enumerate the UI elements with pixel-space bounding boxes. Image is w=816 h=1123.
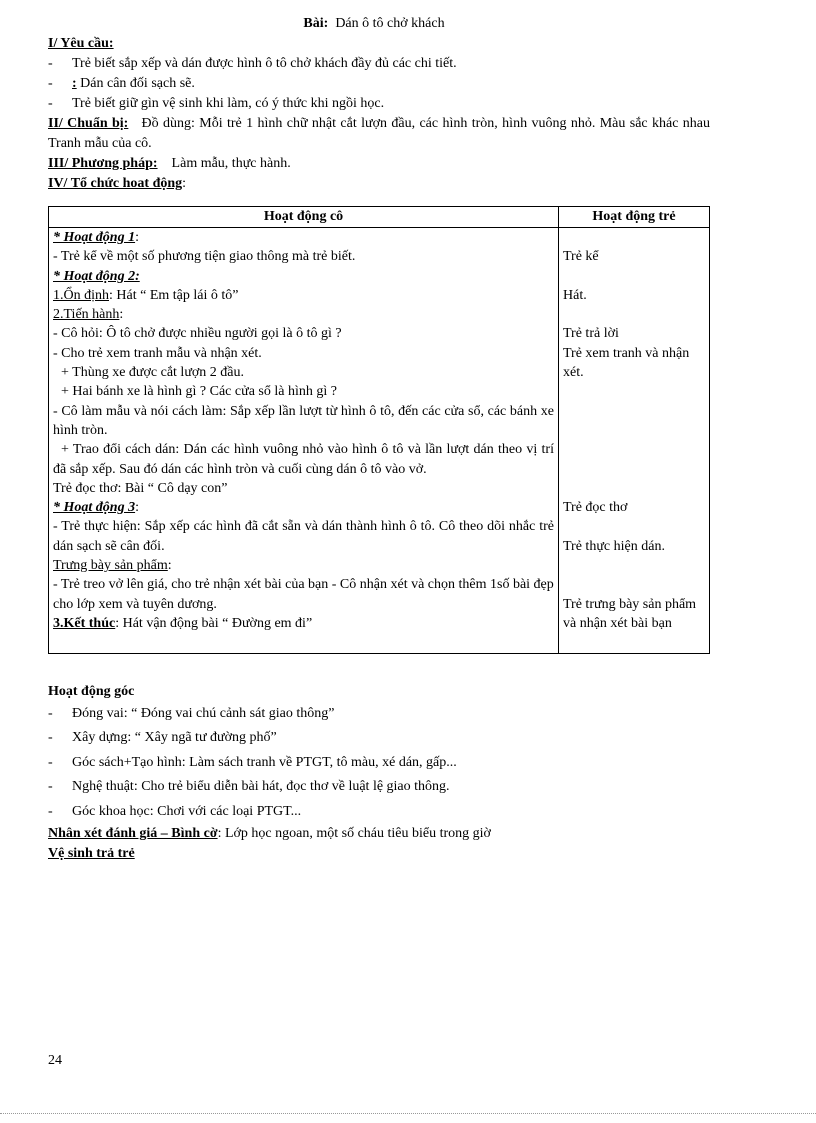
activity-line: - Cô làm mẫu và nói cách làm: Sắp xếp lần lượt từ hình ô tô, đến các cửa sổ, các bánh xe hình tròn. bbox=[53, 403, 554, 438]
requirement-item: - : Dán cân đối sạch sẽ. bbox=[48, 76, 195, 91]
title-label: Bài: bbox=[303, 16, 329, 31]
child-line: Trẻ kể bbox=[563, 249, 599, 265]
corner-activities-heading: Hoạt động góc bbox=[48, 683, 135, 699]
section4-heading: IV/ Tổ chức hoat động: bbox=[48, 176, 187, 191]
corner-item: - Xây dựng: “ Xây ngã tư đường phố” bbox=[48, 730, 277, 746]
activity-table bbox=[48, 206, 710, 654]
column-header-teacher: Hoạt động cô bbox=[49, 207, 559, 228]
document-page bbox=[48, 14, 710, 864]
lesson-title bbox=[48, 14, 710, 34]
child-line: Trẻ xem tranh và nhận xét. bbox=[563, 345, 690, 381]
section2-preparation: II/ Chuẩn bị: Đồ dùng: Mỗi trẻ 1 hình chữ nhật cắt lượn đầu, các hình tròn, hình vuông nhỏ. Màu sắc khác nhau Tranh mẫu của cô. bbox=[48, 116, 711, 151]
activity-3-heading: * Hoạt động 3: bbox=[53, 500, 139, 516]
page-number: 24 bbox=[48, 1053, 62, 1068]
section3-method: III/ Phương pháp: Làm mẫu, thực hành. bbox=[48, 156, 291, 171]
activity-line: Trưng bày sản phẩm: bbox=[53, 558, 172, 574]
requirement-item: - Trẻ biết giữ gìn vệ sinh khi làm, có ý thức khi ngồi học. bbox=[48, 96, 385, 111]
column-header-child: Hoạt động trẻ bbox=[559, 207, 710, 228]
activity-line: 1.Ổn định: Hát “ Em tập lái ô tô” bbox=[53, 287, 239, 303]
corner-item: - Đóng vai: “ Đóng vai chú cảnh sát giao thông” bbox=[48, 705, 335, 721]
activity-2-heading: * Hoạt động 2: bbox=[53, 268, 140, 284]
activity-1-heading: * Hoạt động 1: bbox=[53, 230, 139, 245]
requirement-item: - Trẻ biết sắp xếp và dán được hình ô tô chở khách đầy đủ các chi tiết. bbox=[48, 56, 457, 71]
child-line: Trẻ thực hiện dán. bbox=[563, 538, 665, 554]
evaluation-line: Nhân xét đánh giá – Bình cờ: Lớp học ngoan, một số cháu tiêu biểu trong giờ bbox=[48, 826, 491, 842]
page-bottom-border bbox=[0, 1113, 816, 1114]
activity-line: 3.Kết thúc: Hát vận động bài “ Đường em đi” bbox=[53, 615, 313, 631]
activity-line: - Trẻ thực hiện: Sắp xếp các hình đã cắt sẵn và dán thành hình ô tô. Cô theo dõi nhắc trẻ dán sạch sẽ cân đối. bbox=[53, 519, 554, 554]
hygiene-heading: Vệ sinh trả trẻ bbox=[48, 846, 135, 862]
activity-line: - Cô hỏi: Ô tô chở được nhiều người gọi là ô tô gì ? bbox=[53, 326, 342, 342]
child-line: Trẻ đọc thơ bbox=[563, 500, 628, 516]
child-line: Trẻ trưng bày sản phẩm và nhận xét bài bạn bbox=[563, 596, 697, 631]
child-line: Hát. bbox=[563, 287, 587, 303]
activity-line: - Cho trẻ xem tranh mẫu và nhận xét. bbox=[53, 345, 262, 361]
corner-item: - Góc sách+Tạo hình: Làm sách tranh về PTGT, tô màu, xé dán, gấp... bbox=[48, 754, 457, 770]
title-text: Dán ô tô chở khách bbox=[335, 16, 445, 31]
teacher-activities-cell bbox=[49, 228, 559, 654]
activity-line: + Thùng xe được cắt lượn 2 đầu. bbox=[61, 365, 245, 381]
section1-heading: I/ Yêu cầu: bbox=[48, 36, 114, 51]
child-line: Trẻ trả lời bbox=[563, 326, 619, 342]
activity-line: 2.Tiến hành: bbox=[53, 307, 124, 323]
corner-item: - Nghệ thuật: Cho trẻ biểu diễn bài hát, đọc thơ về luật lệ giao thông. bbox=[48, 779, 450, 795]
activity-line: Trẻ đọc thơ: Bài “ Cô dạy con” bbox=[53, 480, 228, 496]
activity-line: - Trẻ treo vở lên giá, cho trẻ nhận xét bài của bạn - Cô nhận xét và chọn thêm 1số bài đẹp cho lớp xem và tuyên dương. bbox=[53, 577, 554, 612]
corner-item: - Góc khoa học: Chơi với các loại PTGT... bbox=[48, 803, 302, 819]
activity-line: - Trẻ kể về một số phương tiện giao thông mà trẻ biết. bbox=[53, 249, 356, 265]
child-activities-cell bbox=[559, 228, 710, 654]
activity-line: + Hai bánh xe là hình gì ? Các cửa sổ là hình gì ? bbox=[61, 384, 337, 400]
activity-line: + Trao đổi cách dán: Dán các hình vuông nhỏ vào hình ô tô và lần lượt dán theo vị trí đã sắp xếp. Sau đó dán các hình tròn và cuối cùng dán ô tô vào vở. bbox=[53, 442, 554, 477]
